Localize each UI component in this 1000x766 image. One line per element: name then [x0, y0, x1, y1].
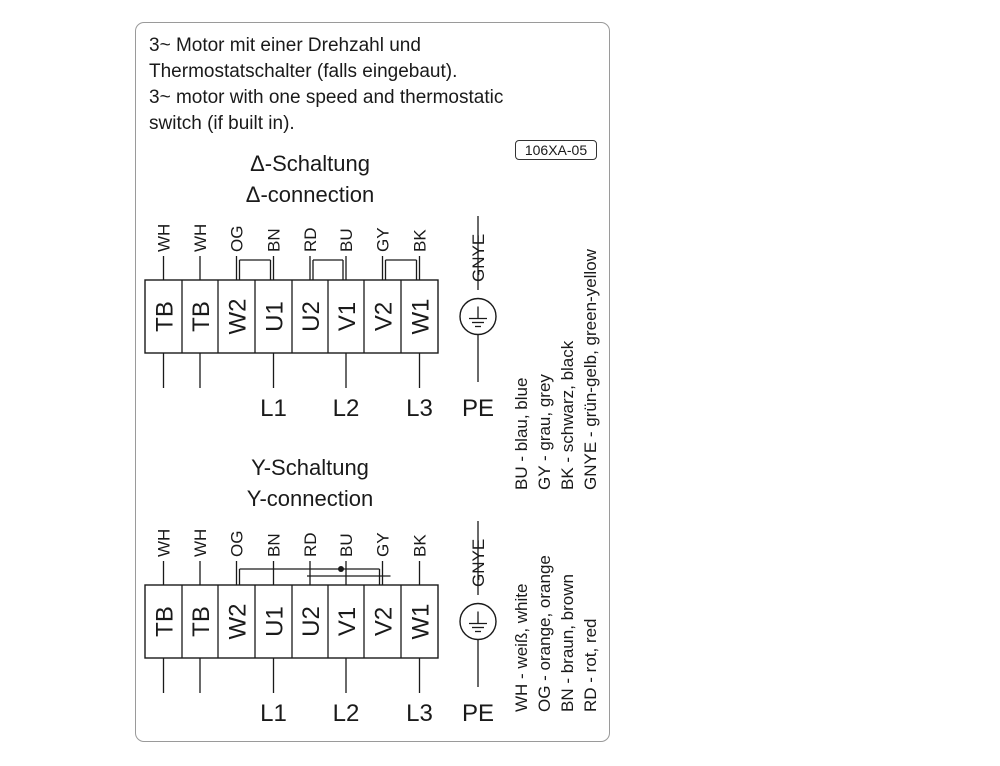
delta-terminal-block: [145, 216, 496, 422]
star-title-de: Y-Schaltung: [251, 455, 369, 480]
description-line: Thermostatschalter (falls eingebaut).: [149, 61, 458, 82]
star-title-en: Y-connection: [246, 486, 374, 511]
star-wire-label-wh: WH: [154, 528, 174, 557]
star-supply-l1: L1: [260, 700, 287, 727]
delta-wire-label-wh: WH: [154, 223, 174, 252]
star-wire-label-gy: GY: [373, 532, 393, 557]
delta-wire-label-og: OG: [227, 225, 247, 252]
legend-entry-right: BK - schwarz, black: [558, 340, 577, 490]
star-wire-label-wh: WH: [191, 528, 210, 557]
description-line: 3~ Motor mit einer Drehzahl und: [149, 35, 421, 56]
star-wire-label-bk: BK: [410, 534, 430, 557]
delta-terminal-tb: TB: [188, 301, 215, 332]
star-supply-pe: PE: [461, 700, 495, 727]
legend-entry-right: GY - grau, grey: [535, 374, 554, 490]
star-star-point: [338, 566, 344, 572]
star-terminal-tb: TB: [151, 606, 179, 637]
delta-ground-wire-label: GNYE: [469, 233, 488, 282]
star-terminal-w2: W2: [224, 603, 252, 640]
star-wire-label-bu: BU: [337, 533, 356, 557]
delta-wire-label-bk: BK: [410, 229, 430, 252]
color-legend: [512, 248, 600, 712]
legend-entry-right: GNYE - grün-gelb, green-yellow: [581, 249, 600, 490]
star-terminal-w1: W1: [407, 603, 435, 640]
legend-entry-right: BU - blau, blue: [512, 377, 531, 490]
star-supply-l2: L2: [332, 700, 360, 727]
description-line: switch (if built in).: [149, 113, 295, 134]
legend-entry-left: BN - braun, brown: [558, 574, 577, 712]
legend-entry-left: RD - rot, red: [581, 618, 600, 712]
delta-title-de: Δ-Schaltung: [250, 151, 370, 176]
description-line: 3~ motor with one speed and thermostatic: [149, 87, 504, 108]
delta-supply-l3: L3: [406, 395, 433, 422]
delta-wire-label-gy: GY: [373, 227, 393, 252]
star-ground-wire-label: GNYE: [469, 538, 488, 587]
star-wire-label-bn: BN: [264, 533, 284, 557]
delta-terminal-v2: V2: [370, 301, 398, 332]
star-terminal-block: [145, 521, 496, 727]
delta-wire-label-rd: RD: [301, 227, 320, 252]
delta-terminal-w1: W1: [407, 298, 435, 335]
delta-supply-l1: L1: [260, 395, 287, 422]
delta-wire-label-wh: WH: [191, 223, 210, 252]
star-wire-label-rd: RD: [301, 532, 320, 557]
delta-wire-label-bu: BU: [337, 228, 356, 252]
star-supply-l3: L3: [406, 700, 433, 727]
delta-terminal-u1: U1: [261, 301, 289, 332]
delta-supply-l2: L2: [332, 395, 360, 422]
star-wire-label-og: OG: [227, 530, 247, 557]
legend-entry-left: WH - weiß, white: [512, 583, 531, 712]
star-terminal-v1: V1: [334, 606, 361, 637]
delta-terminal-w2: W2: [224, 298, 252, 335]
delta-supply-pe: PE: [461, 395, 495, 422]
delta-title-en: Δ-connection: [245, 182, 375, 207]
star-terminal-tb: TB: [188, 606, 215, 637]
star-terminal-v2: V2: [370, 606, 398, 637]
delta-terminal-u2: U2: [298, 301, 325, 332]
diagram-code-label: 106XA-05: [515, 140, 597, 160]
delta-terminal-tb: TB: [151, 301, 179, 332]
delta-terminal-v1: V1: [334, 301, 361, 332]
delta-wire-label-bn: BN: [264, 228, 284, 252]
star-terminal-u2: U2: [298, 606, 325, 637]
star-terminal-u1: U1: [261, 606, 289, 637]
legend-entry-left: OG - orange, orange: [535, 555, 554, 712]
